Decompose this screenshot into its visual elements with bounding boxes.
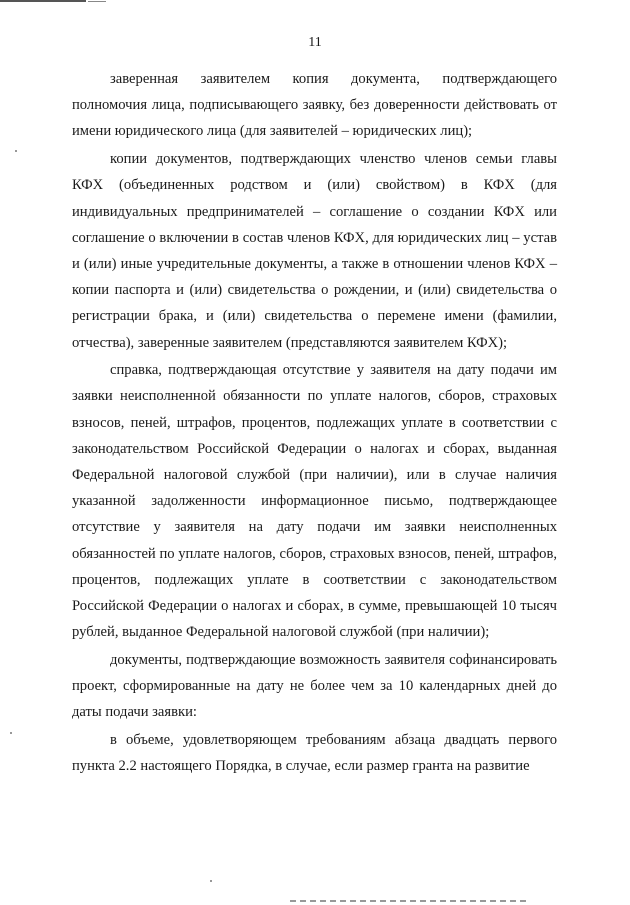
scan-speck — [210, 880, 212, 882]
scan-speck — [10, 732, 12, 734]
paragraph-family-documents: копии документов, подтверждающих членство членов семьи главы КФХ (объединенных родством и (или) свойством) в КФХ (для индивидуальных предпринимателей – соглашение о создании КФХ или соглашение о включении в состав членов КФХ, для юридических лиц – устав и (или) иные учредительные документы, а также в отношении членов КФХ – копии паспорта и (или) свидетельства о рождении, и (или) свидетельства о регистрации брака, и (или) свидетельства о перемене имени (фамилии, отчества), заверенные заявителем (представляются заявителем КФХ); — [72, 151, 557, 351]
paragraph-certified-copy: заверенная заявителем копия документа, подтверждающего полномочия лица, подписывающего заявку, без доверенности действовать от имени юридического лица (для заявителей – юридических лиц); — [72, 71, 557, 140]
scan-artifact-line — [0, 0, 86, 2]
paragraph-cofinancing-documents: документы, подтверждающие возможность заявителя софинансировать проект, сформированные на дату не более чем за 10 календарных дней до даты подачи заявки: — [72, 651, 557, 721]
page-number: 11 — [308, 35, 322, 50]
scan-artifact-line — [88, 1, 106, 2]
paragraph-grant-volume: в объеме, удовлетворяющем требованиям абзаца двадцать первого пункта 2.2 настоящего Порядка, в случае, если размер гранта на развитие — [72, 732, 557, 775]
scan-artifact-line — [290, 900, 530, 902]
paragraph-tax-certificate: справка, подтверждающая отсутствие у заявителя на дату подачи им заявки неисполненной обязанности по уплате налогов, сборов, страховых взносов, пеней, штрафов, процентов, подлежащих уплате в соответствии с законодательством Российской Федерации о налогах и сборах, выданная Федеральной налоговой службой (при наличии), или в случае наличия указанной задолженности информационное письмо, подтверждающее отсутствие у заявителя на дату подачи им заявки неисполненных обязанностей по уплате налогов, сборов, страховых взносов, пеней, штрафов, процентов, подлежащих уплате в соответствии с законодательством Российской Федерации о налогах и сборах, в сумме, превышающей 10 тысяч рублей, выданное Федеральной налоговой службой (при наличии); — [72, 362, 557, 641]
scan-speck — [15, 150, 17, 152]
body-text — [72, 66, 557, 779]
